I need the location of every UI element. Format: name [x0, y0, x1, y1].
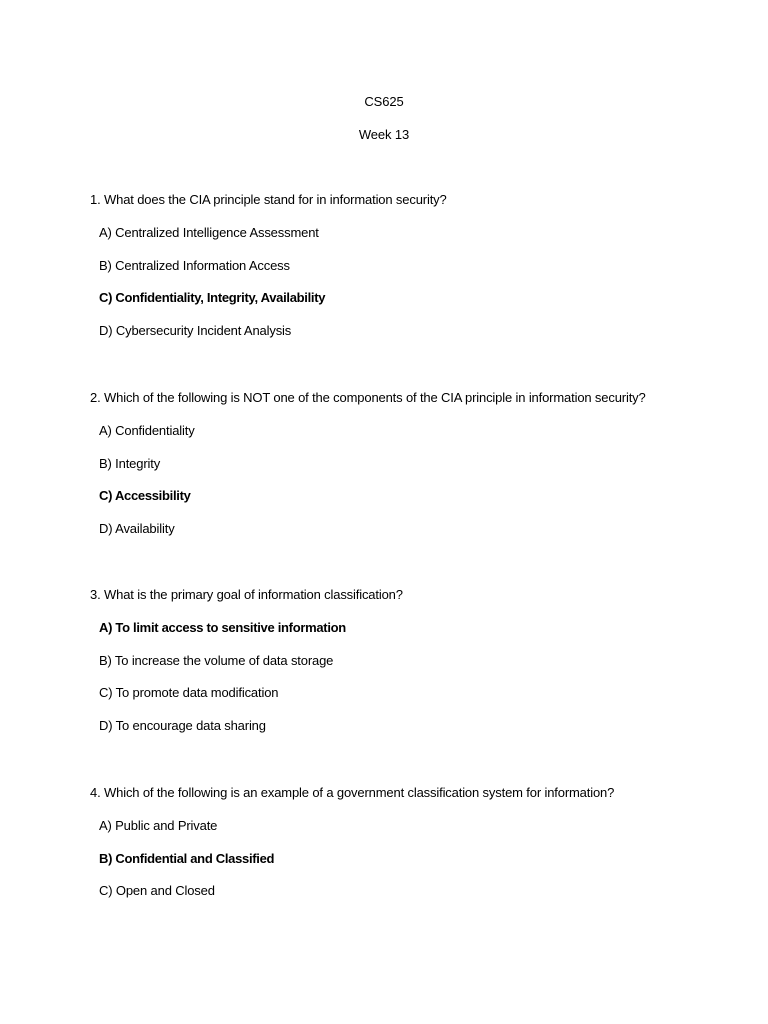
option-c: C) To promote data modification	[99, 685, 279, 700]
option-b: B) Integrity	[99, 456, 161, 471]
option-a: A) Centralized Intelligence Assessment	[99, 225, 319, 240]
option-a-correct-answer: A) To limit access to sensitive information	[99, 620, 346, 635]
option-d: D) Cybersecurity Incident Analysis	[99, 323, 292, 338]
question-text: 4. Which of the following is an example of a government classification system for information?	[90, 785, 615, 800]
option-c: C) Open and Closed	[99, 883, 215, 898]
option-c-correct-answer: C) Confidentiality, Integrity, Availability	[99, 290, 326, 305]
option-a: A) Public and Private	[99, 818, 218, 833]
option-c-correct-answer: C) Accessibility	[99, 488, 191, 503]
option-b: B) To increase the volume of data storage	[99, 653, 334, 668]
question-text: 3. What is the primary goal of information classification?	[90, 587, 403, 602]
option-a: A) Confidentiality	[99, 423, 195, 438]
option-b: B) Centralized Information Access	[99, 258, 290, 273]
question-text: 2. Which of the following is NOT one of the components of the CIA principle in information security?	[90, 390, 646, 405]
course-code: CS625	[364, 94, 404, 109]
question-text: 1. What does the CIA principle stand for in information security?	[90, 192, 447, 207]
option-d: D) To encourage data sharing	[99, 718, 266, 733]
week-label: Week 13	[358, 127, 410, 142]
option-d: D) Availability	[99, 521, 175, 536]
option-b-correct-answer: B) Confidential and Classified	[99, 851, 275, 866]
